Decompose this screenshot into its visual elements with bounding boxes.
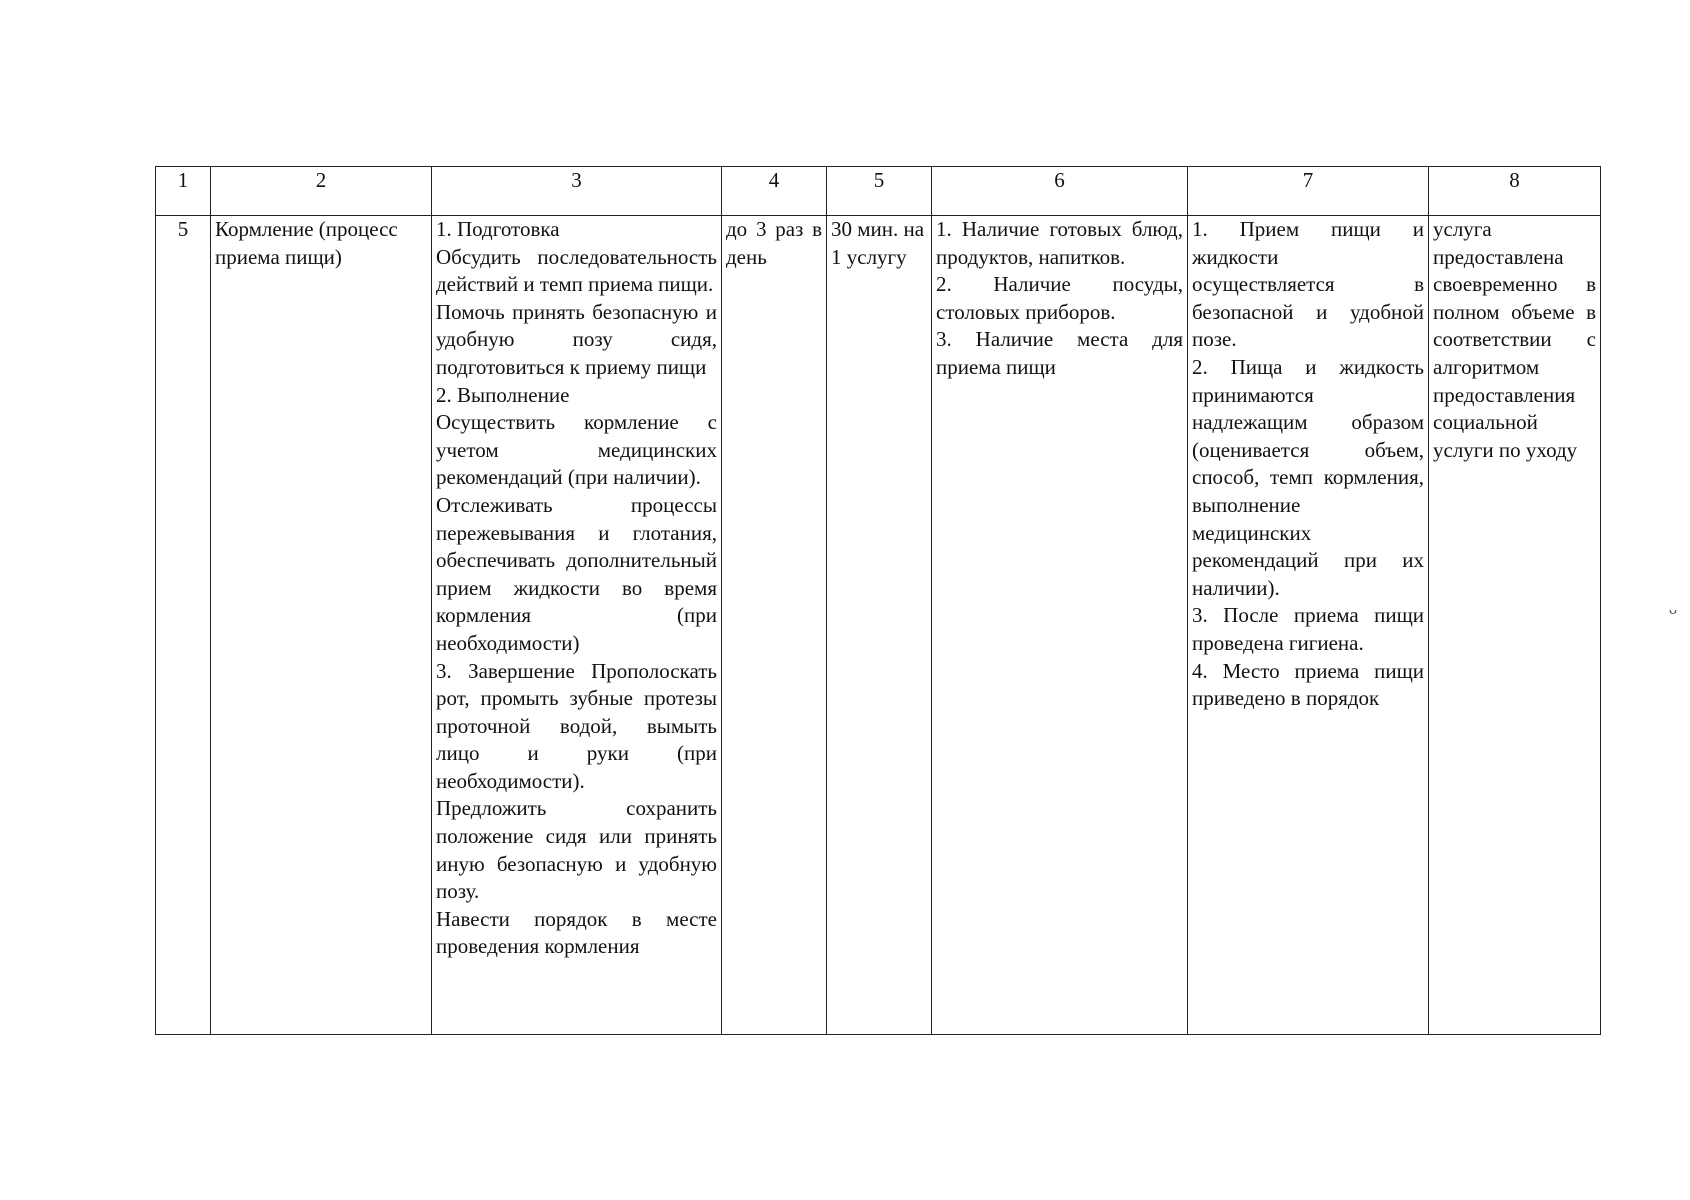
table-row [156, 216, 1601, 1035]
duration-text: 30 мин. на 1 услугу [831, 217, 925, 269]
conditions-cell [932, 216, 1188, 1035]
procedure-cell [432, 216, 722, 1035]
quality-line: 1. Прием пищи и жидкости осуществляется в безопасной и удобной позе. [1192, 217, 1424, 352]
procedure-line: Предложить сохранить положение сидя или принять иную безопасную и удобную позу. [436, 796, 717, 904]
header-cell-4: 4 [722, 167, 827, 216]
procedure-line: Помочь принять безопасную и удобную позу сидя, подготовиться к приему пищи [436, 299, 717, 379]
procedure-line: 1. Подготовка [436, 217, 560, 241]
procedure-line: Обсудить последовательность действий и темп приема пищи. [436, 244, 717, 297]
quality-line: 2. Пища и жидкость принимаются надлежащим образом (оценивается объем, способ, темп кормления, выполнение медицинских рекомендаций при их наличии). [1192, 354, 1424, 600]
header-cell-6: 6 [932, 167, 1188, 216]
quality-cell [1188, 216, 1429, 1035]
service-name-text: Кормление (процесс приема пищи) [215, 217, 398, 269]
quality-line: 4. Место приема пищи приведено в порядок [1192, 658, 1424, 711]
margin-mark: ᴗ [1669, 601, 1677, 618]
procedure-line: Осуществить кормление с учетом медицинских рекомендаций (при наличии). [436, 410, 717, 490]
quality-line: 3. После приема пищи проведена гигиена. [1192, 603, 1424, 655]
header-cell-3: 3 [432, 167, 722, 216]
table-header-row [156, 167, 1601, 216]
header-cell-2: 2 [211, 167, 432, 216]
result-text: услуга предоставлена своевременно в полном объеме в соответствии с алгоритмом предоставления социальной услуги по уходу [1433, 217, 1596, 462]
frequency-cell [722, 216, 827, 1035]
service-name [211, 216, 432, 1035]
service-table [155, 166, 1601, 1035]
conditions-line: 2. Наличие посуды, столовых приборов. [936, 272, 1183, 324]
header-cell-7: 7 [1188, 167, 1429, 216]
procedure-line: 2. Выполнение [436, 382, 570, 407]
conditions-line: 3. Наличие места для приема пищи [936, 327, 1183, 379]
duration-cell [827, 216, 932, 1035]
procedure-line: Навести порядок в месте проведения кормления [436, 906, 717, 959]
conditions-line: 1. Наличие готовых блюд, продуктов, напитков. [936, 217, 1183, 269]
procedure-line: Отслеживать процессы пережевывания и глотания, обеспечивать дополнительный прием жидкости во время кормления (при необходимости) [436, 492, 717, 655]
header-cell-5: 5 [827, 167, 932, 216]
result-cell [1429, 216, 1601, 1035]
header-cell-1: 1 [156, 167, 211, 216]
procedure-line: 3. Завершение Прополоскать рот, промыть зубные протезы проточной водой, вымыть лицо и руки (при необходимости). [436, 658, 717, 793]
row-number: 5 [156, 216, 211, 1035]
header-cell-8: 8 [1429, 167, 1601, 216]
frequency-text: до 3 раз в день [726, 217, 822, 269]
